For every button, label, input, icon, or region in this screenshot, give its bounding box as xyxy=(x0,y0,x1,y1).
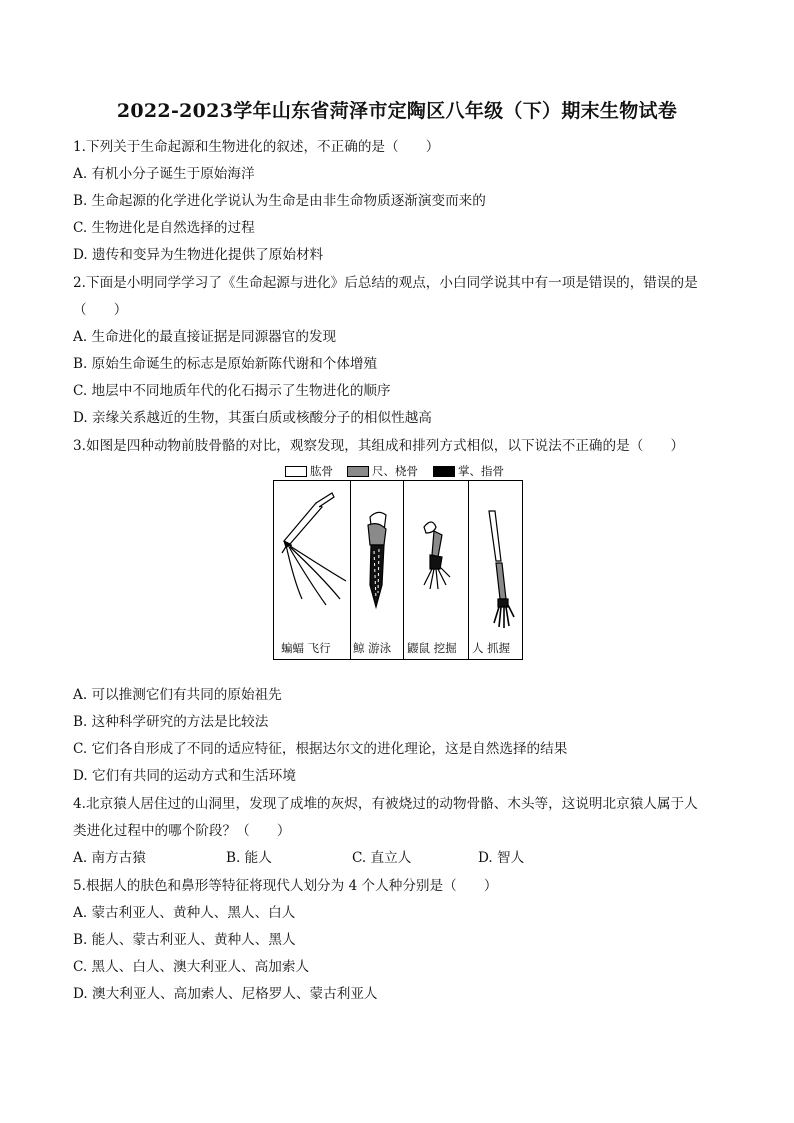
q4-option-d: D. 智人 xyxy=(478,850,525,866)
page-title: 2022-2023学年山东省菏泽市定陶区八年级（下）期末生物试卷 xyxy=(116,100,678,122)
q5-option-a: A. 蒙古利亚人、黄种人、黑人、白人 xyxy=(73,905,296,921)
panel-label-bat: 蝙蝠 飞行 xyxy=(281,641,331,655)
legend-swatch-hand-bones xyxy=(433,466,455,477)
q3-option-a: A. 可以推测它们有共同的原始祖先 xyxy=(73,687,282,703)
q3-option-d: D. 它们有共同的运动方式和生活环境 xyxy=(73,768,296,784)
limb-illustrations xyxy=(274,481,522,659)
q4-option-c: C. 直立人 xyxy=(352,850,412,866)
q5-option-c: C. 黑人、白人、澳大利亚人、高加索人 xyxy=(73,959,310,975)
q5-option-d: D. 澳大利亚人、高加索人、尼格罗人、蒙古利亚人 xyxy=(73,986,378,1002)
q4-option-b: B. 能人 xyxy=(226,850,272,866)
q2-option-a: A. 生命进化的最直接证据是同源器官的发现 xyxy=(73,329,337,345)
q3-option-c: C. 它们各自形成了不同的适应特征，根据达尔文的进化理论，这是自然选择的结果 xyxy=(73,741,568,757)
q1-option-a: A. 有机小分子诞生于原始海洋 xyxy=(73,166,255,182)
q1-option-c: C. 生物进化是自然选择的过程 xyxy=(73,220,255,236)
legend-swatch-humerus xyxy=(285,466,307,477)
legend-item-hand-bones xyxy=(433,463,504,479)
q4-option-a: A. 南方古猿 xyxy=(73,850,146,866)
q2-stem-line2: （ ） xyxy=(73,302,128,318)
panel-label-whale: 鲸 游泳 xyxy=(353,641,392,655)
bat-wing-illustration xyxy=(282,493,346,605)
legend-label-hand-bones: 掌、指骨 xyxy=(458,464,504,478)
mole-forelimb-illustration xyxy=(424,522,450,589)
q2-option-c: C. 地层中不同地质年代的化石揭示了生物进化的顺序 xyxy=(73,383,391,399)
q1-stem: 1.下列关于生命起源和生物进化的叙述，不正确的是（ ） xyxy=(73,139,440,155)
figure-frame xyxy=(273,480,523,660)
human-arm-illustration xyxy=(489,511,514,628)
q5-option-b: B. 能人、蒙古利亚人、黄种人、黑人 xyxy=(73,932,296,948)
q4-stem-line2: 类进化过程中的哪个阶段？（ ） xyxy=(73,823,291,839)
q3-option-b: B. 这种科学研究的方法是比较法 xyxy=(73,714,269,730)
forelimb-comparison-figure xyxy=(273,462,523,662)
q2-option-b: B. 原始生命诞生的标志是原始新陈代谢和个体增殖 xyxy=(73,356,378,372)
figure-legend xyxy=(283,462,523,480)
legend-swatch-radius-ulna xyxy=(347,466,369,477)
q5-stem: 5.根据人的肤色和鼻形等特征将现代人划分为 4 个人种分别是（ ） xyxy=(73,878,498,894)
panel-label-human: 人 抓握 xyxy=(472,641,511,655)
q2-stem-line1: 2.下面是小明同学学习了《生命起源与进化》后总结的观点，小白同学说其中有一项是错误的，错误的是 xyxy=(73,275,698,291)
q1-option-d: D. 遗传和变异为生物进化提供了原始材料 xyxy=(73,247,324,263)
legend-item-humerus xyxy=(285,463,333,479)
legend-label-radius-ulna: 尺、桡骨 xyxy=(372,464,418,478)
whale-flipper-illustration xyxy=(368,512,386,607)
legend-item-radius-ulna xyxy=(347,463,418,479)
q3-stem: 3.如图是四种动物前肢骨骼的对比，观察发现，其组成和排列方式相似，以下说法不正确的是（ ） xyxy=(73,438,685,454)
legend-label-humerus: 肱骨 xyxy=(310,464,333,478)
q4-stem-line1: 4.北京猿人居住过的山洞里，发现了成堆的灰烬，有被烧过的动物骨骼、木头等，这说明北京猿人属于人 xyxy=(73,796,698,812)
panel-label-mole: 鼹鼠 挖掘 xyxy=(407,641,457,655)
q2-option-d: D. 亲缘关系越近的生物，其蛋白质或核酸分子的相似性越高 xyxy=(73,410,432,426)
q1-option-b: B. 生命起源的化学进化学说认为生命是由非生命物质逐渐演变而来的 xyxy=(73,193,486,209)
